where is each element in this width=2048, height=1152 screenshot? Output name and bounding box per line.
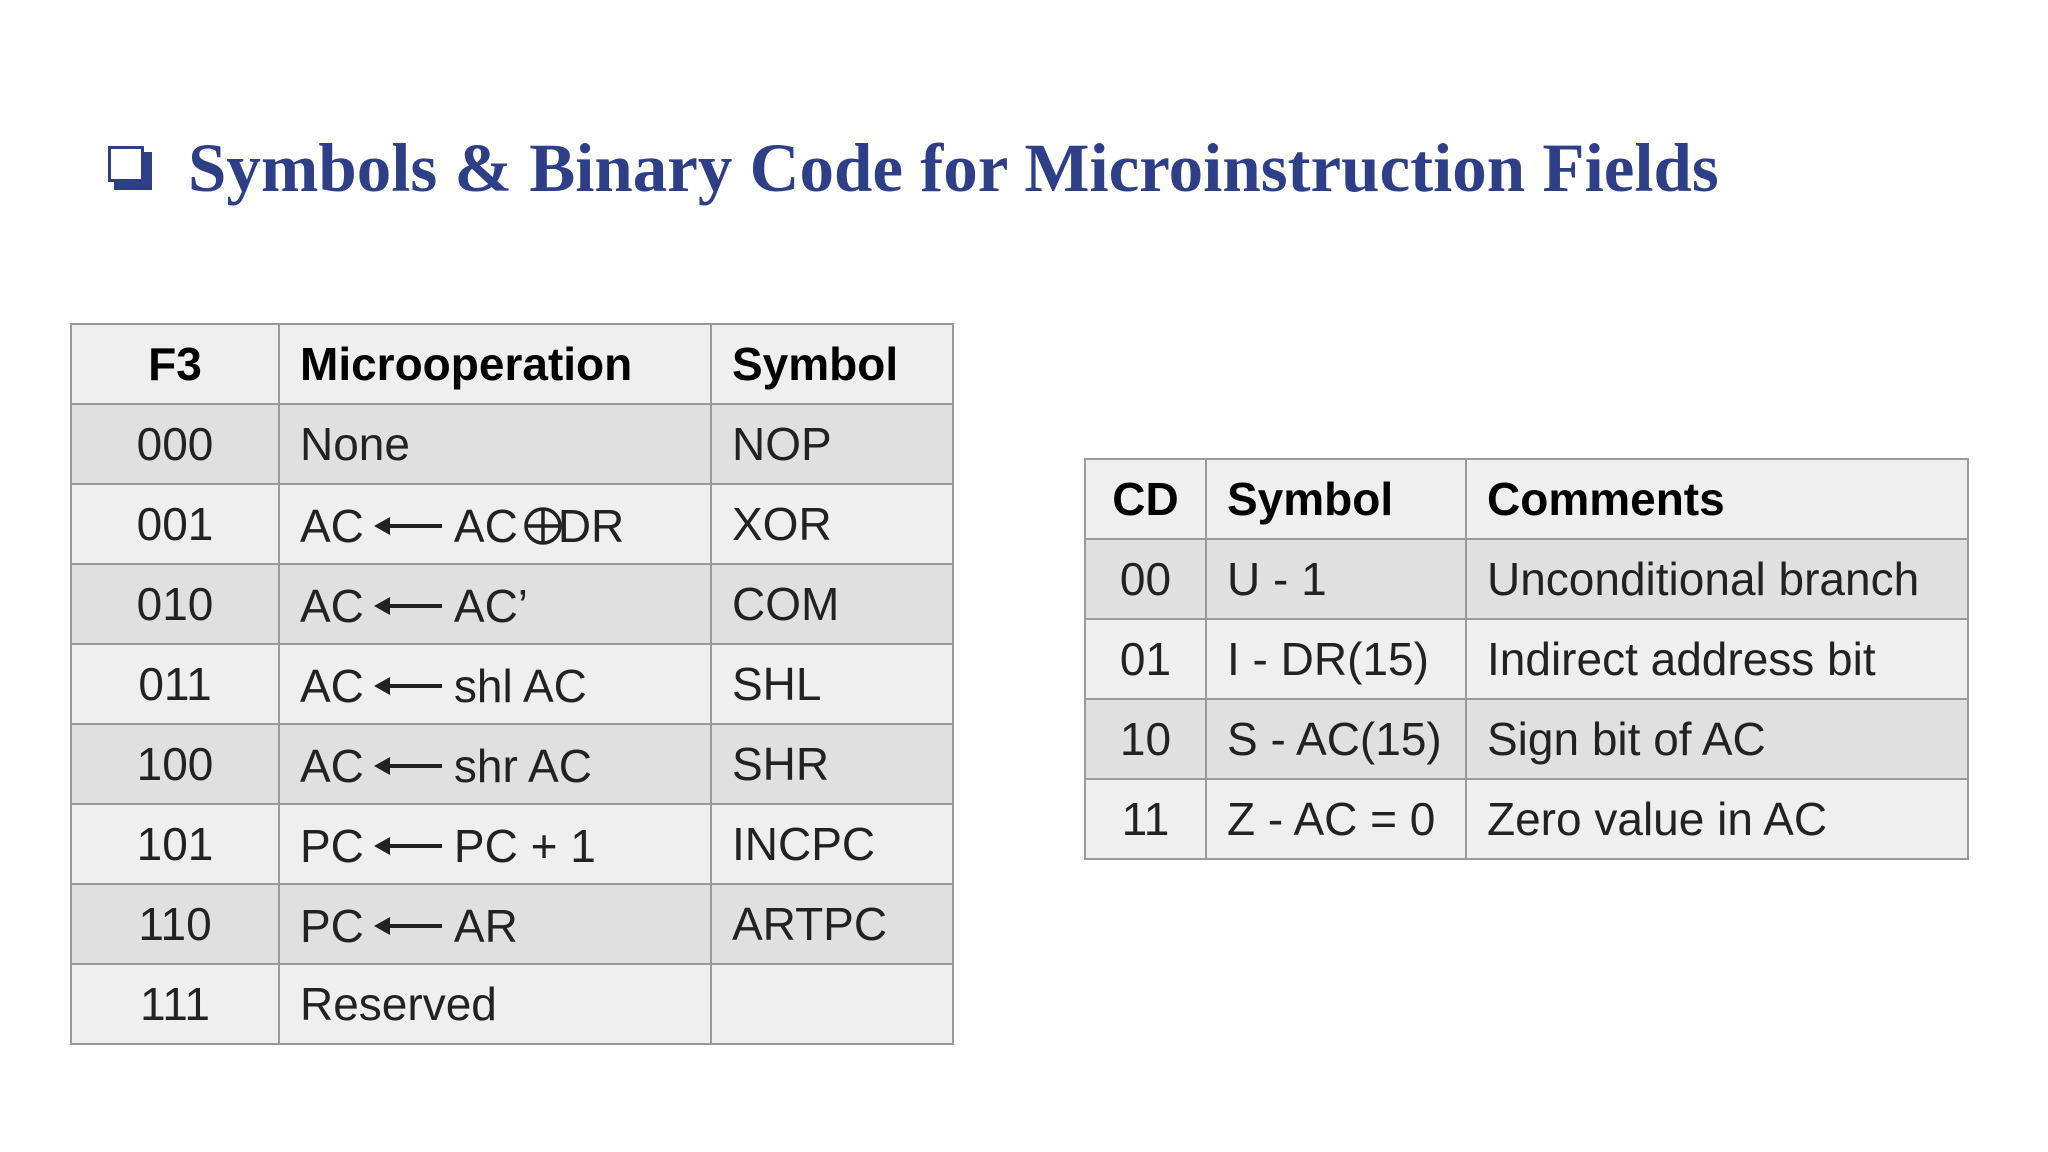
symbol	[711, 964, 953, 1044]
table-row	[1085, 699, 1968, 779]
cd-condition-table	[1084, 458, 1969, 860]
op-source-a: AC	[453, 499, 518, 552]
f3-code: 001	[71, 484, 279, 564]
microoperation	[279, 724, 711, 804]
cd-code: 11	[1085, 779, 1206, 859]
header-comments: Comments	[1466, 459, 1968, 539]
header-microoperation: Microoperation	[279, 324, 711, 404]
left-arrow-icon	[374, 754, 442, 778]
cd-symbol: I - DR(15)	[1206, 619, 1466, 699]
microoperation	[279, 644, 711, 724]
f3-code: 100	[71, 724, 279, 804]
op-destination: AC	[300, 579, 364, 632]
header-symbol: Symbol	[711, 324, 953, 404]
header-f3: F3	[71, 324, 279, 404]
op-source: shl AC	[453, 659, 587, 712]
f3-code: 010	[71, 564, 279, 644]
microoperation	[279, 804, 711, 884]
op-source: PC + 1	[453, 819, 596, 872]
table-row	[71, 724, 953, 804]
left-arrow-icon	[374, 834, 442, 858]
microoperation	[279, 564, 711, 644]
cd-code: 00	[1085, 539, 1206, 619]
table-row	[1085, 619, 1968, 699]
table-row	[71, 964, 953, 1044]
cd-symbol: Z - AC = 0	[1206, 779, 1466, 859]
cd-code: 10	[1085, 699, 1206, 779]
symbol: NOP	[711, 404, 953, 484]
f3-code: 000	[71, 404, 279, 484]
op-destination: AC	[300, 499, 364, 552]
table-row	[71, 884, 953, 964]
f3-code: 110	[71, 884, 279, 964]
microoperation	[279, 964, 711, 1044]
slide-title	[108, 118, 1719, 218]
f3-code: 101	[71, 804, 279, 884]
symbol: ARTPC	[711, 884, 953, 964]
symbol: INCPC	[711, 804, 953, 884]
f3-code: 111	[71, 964, 279, 1044]
cd-code: 01	[1085, 619, 1206, 699]
table-row	[1085, 539, 1968, 619]
symbol: SHR	[711, 724, 953, 804]
op-destination: PC	[300, 899, 364, 952]
microoperation-text: None	[300, 418, 410, 470]
microoperation	[279, 484, 711, 564]
left-arrow-icon	[374, 674, 442, 698]
table-header-row	[71, 324, 953, 404]
hollow-square-bullet-icon	[108, 146, 152, 190]
left-arrow-icon	[374, 514, 442, 538]
table-header-row	[1085, 459, 1968, 539]
table-row	[71, 404, 953, 484]
table-row	[71, 644, 953, 724]
f3-code: 011	[71, 644, 279, 724]
header-symbol: Symbol	[1206, 459, 1466, 539]
table-row	[1085, 779, 1968, 859]
cd-comment: Zero value in AC	[1466, 779, 1968, 859]
cd-symbol: U - 1	[1206, 539, 1466, 619]
op-destination: AC	[300, 739, 364, 792]
op-destination: AC	[300, 659, 364, 712]
table-row	[71, 484, 953, 564]
microoperation	[279, 884, 711, 964]
microoperation-text: Reserved	[300, 978, 497, 1030]
slide-title-text: Symbols & Binary Code for Microinstruction Fields	[188, 129, 1719, 206]
f3-microoperation-table	[70, 323, 954, 1045]
cd-comment: Unconditional branch	[1466, 539, 1968, 619]
symbol: XOR	[711, 484, 953, 564]
header-cd: CD	[1085, 459, 1206, 539]
op-source: AC’	[453, 579, 529, 632]
table-row	[71, 564, 953, 644]
left-arrow-icon	[374, 594, 442, 618]
cd-comment: Indirect address bit	[1466, 619, 1968, 699]
op-source: shr AC	[453, 739, 592, 792]
symbol: COM	[711, 564, 953, 644]
table-row	[71, 804, 953, 884]
cd-comment: Sign bit of AC	[1466, 699, 1968, 779]
cd-symbol: S - AC(15)	[1206, 699, 1466, 779]
op-source: AR	[453, 899, 518, 952]
left-arrow-icon	[374, 914, 442, 938]
microoperation	[279, 404, 711, 484]
op-source-b: DR	[557, 499, 625, 552]
symbol: SHL	[711, 644, 953, 724]
op-destination: PC	[300, 819, 364, 872]
